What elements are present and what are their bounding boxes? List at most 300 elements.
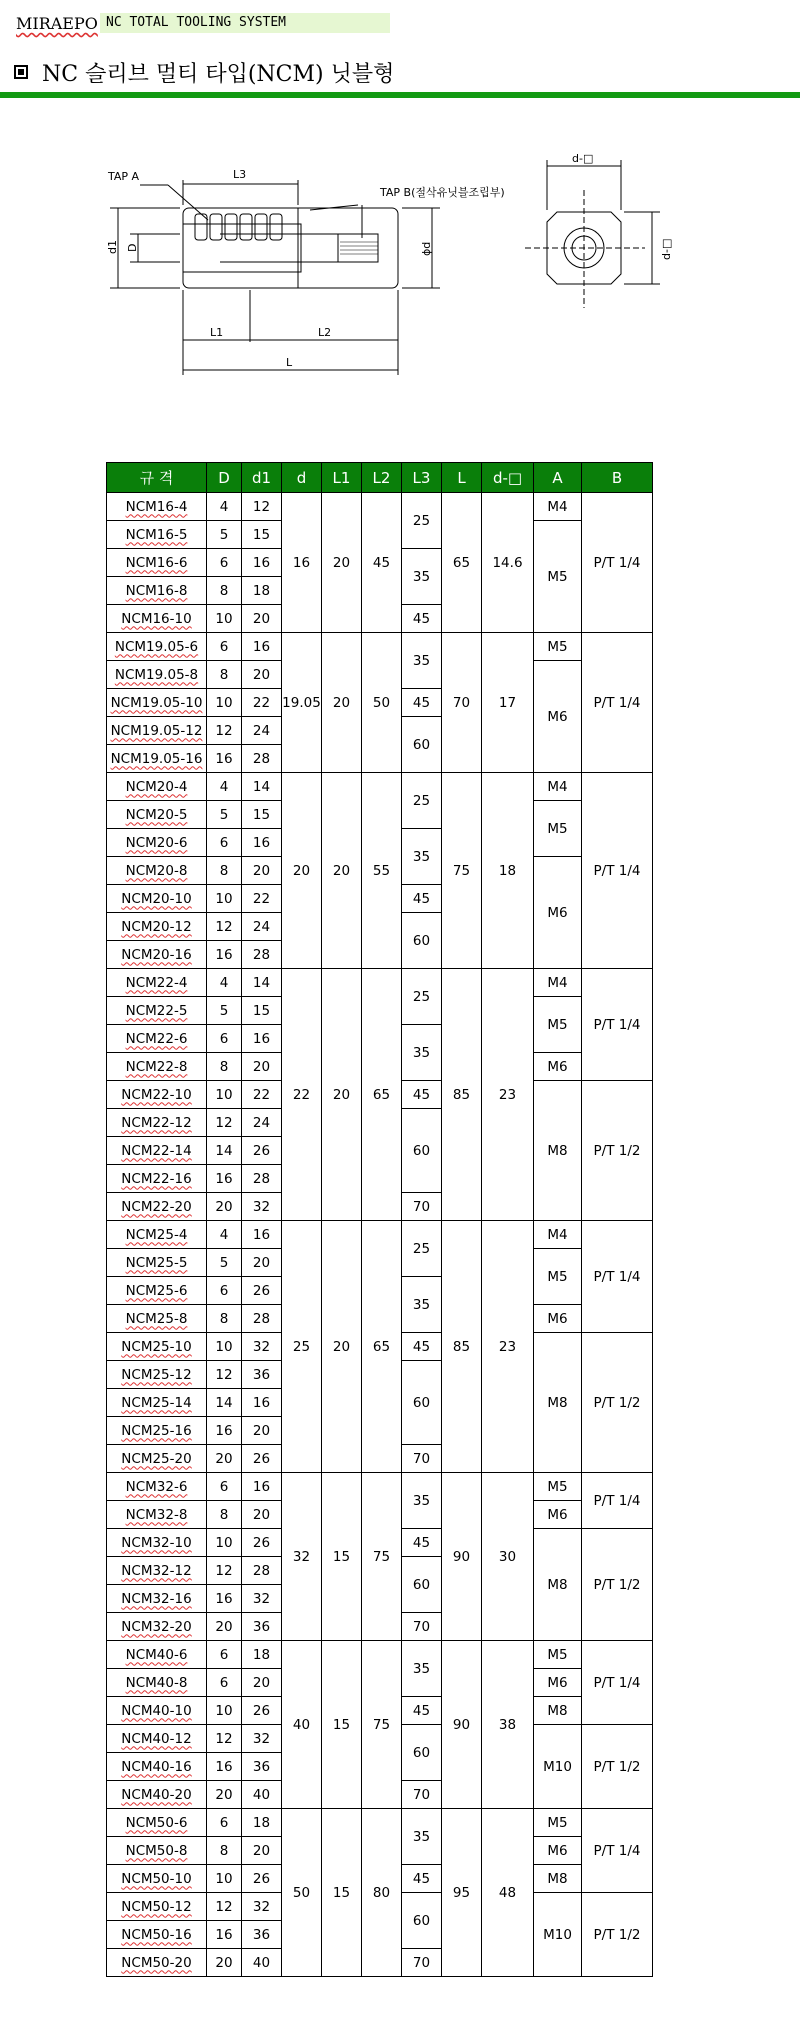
- cell-A: M5: [534, 997, 582, 1053]
- model-code: NCM16-5: [125, 526, 188, 543]
- cell-D: 4: [207, 969, 242, 997]
- cell-L3: 60: [402, 717, 442, 773]
- tap-b-hatch: [340, 242, 378, 254]
- model-cell: [107, 1473, 207, 1501]
- cell-L3: 45: [402, 689, 442, 717]
- cell-A: M8: [534, 1865, 582, 1893]
- cell-d1: 24: [242, 913, 282, 941]
- model-code: NCM40-6: [125, 1646, 188, 1663]
- cell-L2: 75: [362, 1473, 402, 1641]
- cell-L1: 20: [322, 493, 362, 633]
- cell-d1: 32: [242, 1193, 282, 1221]
- col-header: d-□: [482, 463, 534, 493]
- model-cell: [107, 745, 207, 773]
- cell-d1: 20: [242, 1669, 282, 1697]
- model-code: NCM50-12: [121, 1898, 192, 1915]
- model-cell: [107, 913, 207, 941]
- cell-d1: 36: [242, 1921, 282, 1949]
- cell-B: P/T 1/2: [582, 1333, 653, 1473]
- model-code: NCM40-20: [121, 1786, 192, 1803]
- table-row: [107, 1809, 653, 1837]
- cell-d1: 18: [242, 577, 282, 605]
- cell-D: 4: [207, 493, 242, 521]
- model-code: NCM16-8: [125, 582, 188, 599]
- model-cell: [107, 1193, 207, 1221]
- cell-L2: 75: [362, 1641, 402, 1809]
- cell-D: 12: [207, 1893, 242, 1921]
- cell-A: M10: [534, 1725, 582, 1809]
- model-cell: [107, 549, 207, 577]
- model-cell: [107, 1557, 207, 1585]
- cell-d1: 16: [242, 1025, 282, 1053]
- cell-A: M4: [534, 773, 582, 801]
- cell-d: 16: [282, 493, 322, 633]
- table-row: [107, 633, 653, 661]
- cell-d1: 24: [242, 1109, 282, 1137]
- spec-table: [106, 462, 653, 1977]
- table-row: [107, 1221, 653, 1249]
- col-header: d: [282, 463, 322, 493]
- cell-L1: 20: [322, 1221, 362, 1473]
- cell-d1: 28: [242, 1557, 282, 1585]
- cell-B: P/T 1/2: [582, 1893, 653, 1977]
- cell-A: M8: [534, 1081, 582, 1221]
- cell-D: 8: [207, 1305, 242, 1333]
- cell-L: 75: [442, 773, 482, 969]
- cell-L1: 20: [322, 969, 362, 1221]
- cell-A: M5: [534, 633, 582, 661]
- table-row: [107, 773, 653, 801]
- model-code: NCM25-5: [125, 1254, 188, 1271]
- model-code: NCM20-4: [125, 778, 188, 795]
- model-cell: [107, 1585, 207, 1613]
- brand-name: MIRAEPO: [16, 14, 98, 33]
- cell-L3: 60: [402, 1109, 442, 1193]
- cell-D: 16: [207, 1585, 242, 1613]
- model-code: NCM20-6: [125, 834, 188, 851]
- cell-d1: 36: [242, 1613, 282, 1641]
- cell-A: M5: [534, 1473, 582, 1501]
- cell-A: M6: [534, 1053, 582, 1081]
- cell-d: 19.05: [282, 633, 322, 773]
- square-bullet-icon: [14, 65, 28, 79]
- cell-D: 6: [207, 1025, 242, 1053]
- model-code: NCM22-4: [125, 974, 188, 991]
- table-row: [107, 493, 653, 521]
- model-code: NCM22-10: [121, 1086, 192, 1103]
- cell-d_sq: 48: [482, 1809, 534, 1977]
- model-cell: [107, 1445, 207, 1473]
- cell-A: M6: [534, 1501, 582, 1529]
- cell-L: 70: [442, 633, 482, 773]
- model-code: NCM22-12: [121, 1114, 192, 1131]
- col-header: L: [442, 463, 482, 493]
- cell-D: 10: [207, 1529, 242, 1557]
- model-cell: [107, 1081, 207, 1109]
- label-l3: L3: [233, 168, 247, 181]
- cell-B: P/T 1/4: [582, 633, 653, 773]
- cell-D: 5: [207, 521, 242, 549]
- cell-B: P/T 1/4: [582, 773, 653, 969]
- cell-L3: 25: [402, 493, 442, 549]
- cell-D: 16: [207, 1753, 242, 1781]
- cell-D: 12: [207, 1109, 242, 1137]
- cell-d1: 28: [242, 745, 282, 773]
- model-code: NCM25-16: [121, 1422, 192, 1439]
- model-cell: [107, 885, 207, 913]
- cell-D: 14: [207, 1389, 242, 1417]
- model-cell: [107, 577, 207, 605]
- cell-D: 16: [207, 745, 242, 773]
- cell-d1: 32: [242, 1725, 282, 1753]
- cell-A: M4: [534, 493, 582, 521]
- cell-D: 12: [207, 717, 242, 745]
- cell-B: P/T 1/2: [582, 1725, 653, 1809]
- cell-D: 12: [207, 1361, 242, 1389]
- model-cell: [107, 1949, 207, 1977]
- model-cell: [107, 633, 207, 661]
- cell-L3: 45: [402, 1865, 442, 1893]
- cell-d1: 20: [242, 1837, 282, 1865]
- col-header: A: [534, 463, 582, 493]
- cell-B: P/T 1/4: [582, 1473, 653, 1529]
- model-cell: [107, 1837, 207, 1865]
- model-code: NCM40-16: [121, 1758, 192, 1775]
- col-header: d1: [242, 463, 282, 493]
- cell-d1: 24: [242, 717, 282, 745]
- cell-d1: 12: [242, 493, 282, 521]
- model-cell: [107, 1025, 207, 1053]
- model-code: NCM19.05-16: [110, 750, 203, 767]
- cell-L2: 50: [362, 633, 402, 773]
- cell-L: 85: [442, 1221, 482, 1473]
- cell-L2: 55: [362, 773, 402, 969]
- cell-D: 16: [207, 941, 242, 969]
- cell-d: 50: [282, 1809, 322, 1977]
- model-code: NCM22-6: [125, 1030, 188, 1047]
- cell-d1: 22: [242, 689, 282, 717]
- cell-d1: 20: [242, 1053, 282, 1081]
- cell-L1: 20: [322, 773, 362, 969]
- cell-A: M8: [534, 1697, 582, 1725]
- model-code: NCM20-12: [121, 918, 192, 935]
- col-header: L3: [402, 463, 442, 493]
- cell-L2: 65: [362, 969, 402, 1221]
- model-cell: [107, 1333, 207, 1361]
- cell-d1: 26: [242, 1529, 282, 1557]
- model-code: NCM25-10: [121, 1338, 192, 1355]
- cell-D: 6: [207, 549, 242, 577]
- cell-L3: 70: [402, 1445, 442, 1473]
- model-cell: [107, 1753, 207, 1781]
- cell-d_sq: 38: [482, 1641, 534, 1809]
- cell-L1: 15: [322, 1641, 362, 1809]
- cell-d1: 22: [242, 1081, 282, 1109]
- model-cell: [107, 1361, 207, 1389]
- cell-D: 8: [207, 577, 242, 605]
- cell-D: 6: [207, 829, 242, 857]
- cell-d1: 14: [242, 969, 282, 997]
- cell-D: 8: [207, 1501, 242, 1529]
- cell-A: M5: [534, 1249, 582, 1305]
- cell-D: 20: [207, 1445, 242, 1473]
- cell-d1: 20: [242, 1249, 282, 1277]
- model-cell: [107, 661, 207, 689]
- label-d-sq-side: d-□: [660, 238, 673, 260]
- model-cell: [107, 1865, 207, 1893]
- cell-d_sq: 17: [482, 633, 534, 773]
- model-cell: [107, 1389, 207, 1417]
- cell-L3: 45: [402, 1333, 442, 1361]
- col-header: D: [207, 463, 242, 493]
- cell-D: 12: [207, 1725, 242, 1753]
- cell-D: 10: [207, 1081, 242, 1109]
- cell-d1: 16: [242, 1221, 282, 1249]
- cell-L3: 35: [402, 1473, 442, 1529]
- model-cell: [107, 1501, 207, 1529]
- cell-L2: 45: [362, 493, 402, 633]
- model-cell: [107, 521, 207, 549]
- model-cell: [107, 1921, 207, 1949]
- model-code: NCM16-4: [125, 498, 188, 515]
- cell-d1: 32: [242, 1893, 282, 1921]
- table-row: [107, 1473, 653, 1501]
- cell-D: 8: [207, 661, 242, 689]
- model-code: NCM32-10: [121, 1534, 192, 1551]
- model-code: NCM50-8: [125, 1842, 188, 1859]
- model-cell: [107, 1781, 207, 1809]
- model-cell: [107, 1529, 207, 1557]
- model-code: NCM25-4: [125, 1226, 188, 1243]
- model-code: NCM50-6: [125, 1814, 188, 1831]
- cell-D: 20: [207, 1781, 242, 1809]
- cell-d1: 36: [242, 1361, 282, 1389]
- model-code: NCM22-8: [125, 1058, 188, 1075]
- cell-L3: 70: [402, 1613, 442, 1641]
- model-cell: [107, 493, 207, 521]
- cell-D: 8: [207, 857, 242, 885]
- cell-d: 22: [282, 969, 322, 1221]
- cell-A: M6: [534, 857, 582, 969]
- cell-D: 14: [207, 1137, 242, 1165]
- cell-D: 5: [207, 997, 242, 1025]
- cell-A: M5: [534, 1809, 582, 1837]
- cell-d1: 16: [242, 1389, 282, 1417]
- cell-L3: 60: [402, 1893, 442, 1949]
- model-cell: [107, 1725, 207, 1753]
- cell-d1: 20: [242, 857, 282, 885]
- cell-L3: 60: [402, 1361, 442, 1445]
- cell-d1: 40: [242, 1781, 282, 1809]
- cell-L3: 45: [402, 1697, 442, 1725]
- cell-d1: 16: [242, 549, 282, 577]
- cell-A: M10: [534, 1893, 582, 1977]
- cell-D: 5: [207, 801, 242, 829]
- cell-d1: 20: [242, 661, 282, 689]
- cell-D: 20: [207, 1949, 242, 1977]
- cell-d: 25: [282, 1221, 322, 1473]
- model-cell: [107, 717, 207, 745]
- cell-D: 6: [207, 1473, 242, 1501]
- cell-L3: 35: [402, 1809, 442, 1865]
- cell-L: 95: [442, 1809, 482, 1977]
- label-phi-d: ϕd: [420, 241, 433, 256]
- cell-L: 90: [442, 1641, 482, 1809]
- cell-A: M8: [534, 1529, 582, 1641]
- model-cell: [107, 1221, 207, 1249]
- table-header-row: [107, 463, 653, 493]
- model-code: NCM25-8: [125, 1310, 188, 1327]
- cell-d1: 26: [242, 1277, 282, 1305]
- model-code: NCM32-12: [121, 1562, 192, 1579]
- cell-d1: 18: [242, 1809, 282, 1837]
- cell-L3: 25: [402, 773, 442, 829]
- cell-B: P/T 1/2: [582, 1529, 653, 1641]
- cell-L2: 80: [362, 1809, 402, 1977]
- cell-d1: 20: [242, 1501, 282, 1529]
- model-code: NCM50-16: [121, 1926, 192, 1943]
- cell-d_sq: 23: [482, 969, 534, 1221]
- col-header: L2: [362, 463, 402, 493]
- cell-d1: 28: [242, 1165, 282, 1193]
- model-code: NCM16-6: [125, 554, 188, 571]
- cell-d_sq: 18: [482, 773, 534, 969]
- label-D: D: [126, 243, 139, 252]
- cell-L2: 65: [362, 1221, 402, 1473]
- sleeve-body: [183, 208, 398, 288]
- section-heading: [14, 55, 394, 89]
- model-code: NCM20-8: [125, 862, 188, 879]
- cell-d1: 15: [242, 997, 282, 1025]
- model-cell: [107, 1305, 207, 1333]
- cell-L3: 60: [402, 1725, 442, 1781]
- col-header: B: [582, 463, 653, 493]
- cell-L3: 60: [402, 913, 442, 969]
- cell-d1: 15: [242, 521, 282, 549]
- cell-D: 5: [207, 1249, 242, 1277]
- cell-d: 20: [282, 773, 322, 969]
- cell-B: P/T 1/4: [582, 493, 653, 633]
- cell-A: M5: [534, 801, 582, 857]
- cell-D: 20: [207, 1613, 242, 1641]
- cell-d1: 32: [242, 1585, 282, 1613]
- model-code: NCM16-10: [121, 610, 192, 627]
- cell-L1: 15: [322, 1809, 362, 1977]
- top-banner: [0, 0, 800, 40]
- label-tap-a: TAP A: [108, 170, 140, 183]
- model-cell: [107, 801, 207, 829]
- tap-a-threads: [195, 214, 282, 240]
- cell-D: 6: [207, 1669, 242, 1697]
- cell-A: M4: [534, 1221, 582, 1249]
- cell-d1: 26: [242, 1137, 282, 1165]
- end-view: [525, 160, 660, 308]
- cell-D: 12: [207, 913, 242, 941]
- model-code: NCM40-10: [121, 1702, 192, 1719]
- model-code: NCM40-12: [121, 1730, 192, 1747]
- cell-d1: 16: [242, 829, 282, 857]
- bore-d1: [183, 224, 301, 272]
- cell-D: 8: [207, 1053, 242, 1081]
- cell-L3: 35: [402, 1277, 442, 1333]
- cell-D: 10: [207, 1865, 242, 1893]
- cell-A: M4: [534, 969, 582, 997]
- cell-d_sq: 30: [482, 1473, 534, 1641]
- model-code: NCM32-6: [125, 1478, 188, 1495]
- col-header: L1: [322, 463, 362, 493]
- cell-d1: 26: [242, 1697, 282, 1725]
- heading-divider: [0, 92, 800, 98]
- model-cell: [107, 773, 207, 801]
- cell-D: 16: [207, 1165, 242, 1193]
- cell-B: P/T 1/2: [582, 1081, 653, 1221]
- cell-B: P/T 1/4: [582, 1641, 653, 1725]
- model-code: NCM19.05-6: [114, 638, 199, 655]
- model-cell: [107, 1249, 207, 1277]
- cell-A: M6: [534, 661, 582, 773]
- cell-D: 10: [207, 1697, 242, 1725]
- model-cell: [107, 857, 207, 885]
- cell-L3: 70: [402, 1781, 442, 1809]
- cell-L: 90: [442, 1473, 482, 1641]
- cell-d1: 22: [242, 885, 282, 913]
- table-row: [107, 1641, 653, 1669]
- page-title: NC 슬리브 멀티 타입(NCM) 닛블형: [42, 61, 395, 87]
- cell-A: M5: [534, 1641, 582, 1669]
- model-cell: [107, 1613, 207, 1641]
- model-cell: [107, 1137, 207, 1165]
- label-l1: L1: [210, 326, 224, 339]
- cell-L3: 25: [402, 1221, 442, 1277]
- model-cell: [107, 689, 207, 717]
- cell-D: 8: [207, 1837, 242, 1865]
- cell-d1: 28: [242, 941, 282, 969]
- cell-D: 10: [207, 1333, 242, 1361]
- cell-d1: 16: [242, 1473, 282, 1501]
- label-d1: d1: [106, 240, 119, 254]
- cell-d_sq: 23: [482, 1221, 534, 1473]
- col-header: 규 격: [107, 463, 207, 493]
- model-cell: [107, 1053, 207, 1081]
- cell-d1: 32: [242, 1333, 282, 1361]
- model-code: NCM40-8: [125, 1674, 188, 1691]
- model-code: NCM25-12: [121, 1366, 192, 1383]
- cell-A: M6: [534, 1669, 582, 1697]
- cell-D: 10: [207, 689, 242, 717]
- brand-tagline: NC TOTAL TOOLING SYSTEM: [100, 13, 390, 33]
- cell-D: 16: [207, 1417, 242, 1445]
- cell-L1: 20: [322, 633, 362, 773]
- cell-L3: 45: [402, 1081, 442, 1109]
- cell-L3: 45: [402, 1529, 442, 1557]
- model-cell: [107, 829, 207, 857]
- model-code: NCM50-10: [121, 1870, 192, 1887]
- cell-D: 6: [207, 1277, 242, 1305]
- cell-A: M5: [534, 521, 582, 633]
- cell-D: 12: [207, 1557, 242, 1585]
- cell-d1: 40: [242, 1949, 282, 1977]
- model-cell: [107, 1669, 207, 1697]
- cell-d: 32: [282, 1473, 322, 1641]
- cell-L3: 60: [402, 1557, 442, 1613]
- cell-A: M6: [534, 1305, 582, 1333]
- model-cell: [107, 1697, 207, 1725]
- cell-d1: 20: [242, 605, 282, 633]
- cell-L1: 15: [322, 1473, 362, 1641]
- cell-L: 85: [442, 969, 482, 1221]
- cell-A: M6: [534, 1837, 582, 1865]
- model-code: NCM19.05-12: [110, 722, 203, 739]
